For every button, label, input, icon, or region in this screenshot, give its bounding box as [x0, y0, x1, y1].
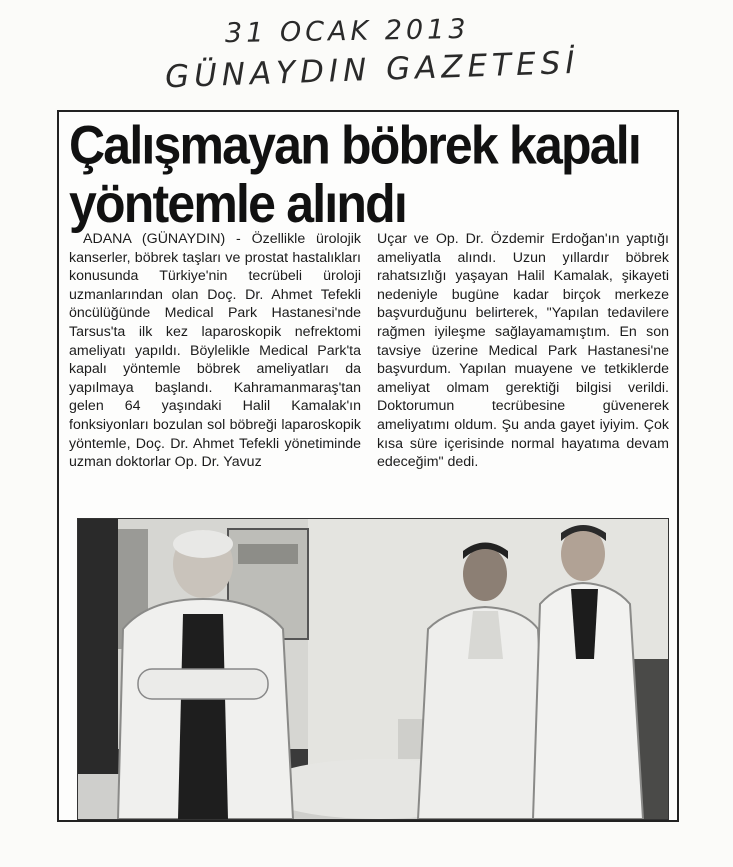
- article-body-right-column: Uçar ve Op. Dr. Özdemir Erdoğan'ın yaptığı ameliyatla alındı. Uzun yıllardır böbrek rahatsızlığı yaşayan Halil Kamalak, şikayeti nedeniyle bugüne kadar birçok merkeze başvurduğunu belirterek, "Yapılan tedavilere rağmen iyileşme sağlayamamıştım. En son tavsiye üzerine Medical Park Hastanesi'ne başvurdum. Yapılan muayene ve tetkiklerde ameliyat olmam gerektiği bilgisi verildi. Doktorumun tecrübesine güvenerek ameliyatımı oldum. Şu anda gayet iyiyim. Çok kısa süre içerisinde normal hayatıma devam edeceğim" dedi.: [377, 231, 669, 471]
- article-headline: Çalışmayan böbrek kapalı yöntemle alındı: [69, 114, 640, 234]
- article-body-left-column: ADANA (GÜNAYDIN) - Özellikle ürolojik kanserler, böbrek taşları ve prostat hastalıkları konusunda Türkiye'nin tecrübeli üroloji uzmanlarından olan Doç. Dr. Ahmet Tefekli öncülüğünde Medical Park Hastanesi'nde Tarsus'ta ilk kez laparoskopik nefrektomi ameliyatı yapıldı. Böylelikle Medical Park'ta kapalı yöntemle böbrek ameliyatları da yapılmaya başlandı. Kahramanmaraş'tan gelen 64 yaşındaki Halil Kamalak'ın fonksiyonları bozulan sol böbreği laparoskopik yöntemle, Doç. Dr. Ahmet Tefekli yönetiminde uzman doktorlar Op. Dr. Yavuz: [69, 231, 361, 471]
- article-photo: [77, 518, 669, 820]
- handwritten-newspaper-name: GÜNAYDIN GAZETESİ: [164, 44, 581, 96]
- newspaper-clipping: [57, 110, 679, 822]
- handwritten-date: 31 OCAK 2013: [224, 13, 470, 50]
